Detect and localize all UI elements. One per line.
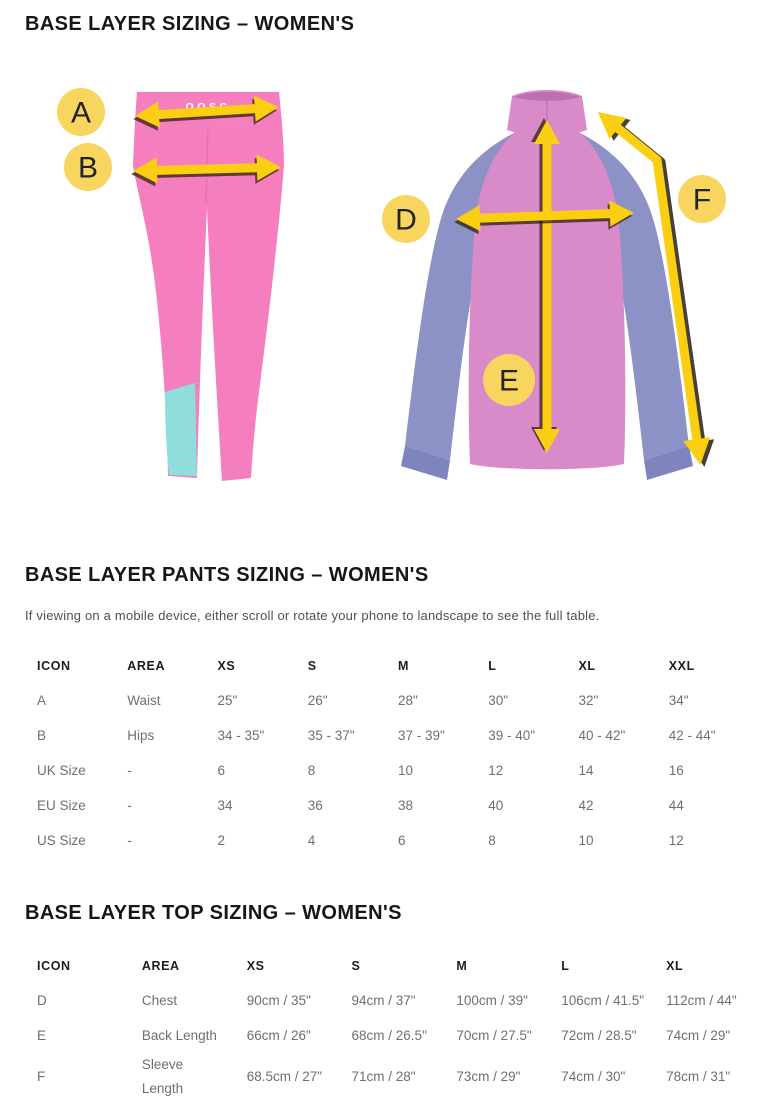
- top-sizing-table: [37, 948, 760, 1098]
- table-cell: 8: [488, 832, 496, 848]
- table-cell: 26": [307, 692, 328, 708]
- measure-marker-f: [678, 175, 726, 223]
- measure-marker-d: [382, 195, 430, 243]
- table-cell: Sleeve Length: [141, 1057, 184, 1096]
- table-cell: US Size: [37, 832, 86, 848]
- table-cell: 12: [668, 832, 684, 848]
- table-row: [37, 1053, 760, 1098]
- table-cell: 66cm / 26": [246, 1027, 311, 1043]
- pants-sizing-table: [37, 648, 759, 858]
- waistband-logo: OOSC: [185, 101, 231, 113]
- table-row: [37, 718, 759, 753]
- table-cell: A: [37, 692, 47, 708]
- table-cell: Hips: [127, 727, 155, 743]
- table-row: [37, 1018, 760, 1053]
- leggings-shape: [133, 92, 284, 481]
- table-cell: UK Size: [37, 762, 86, 778]
- table-cell: 68cm / 26.5": [351, 1027, 427, 1043]
- table-cell: 72cm / 28.5": [561, 1027, 637, 1043]
- column-header: XS: [246, 958, 265, 973]
- column-header: XS: [217, 658, 236, 673]
- column-header: L: [561, 958, 570, 973]
- marker-letter-a: A: [70, 96, 92, 130]
- pants-section-heading: BASE LAYER PANTS SIZING – WOMEN'S: [25, 564, 429, 586]
- table-row: [37, 983, 760, 1018]
- marker-letter-d: D: [395, 203, 417, 237]
- table-cell: 34: [217, 797, 233, 813]
- column-header: AREA: [141, 958, 180, 973]
- table-cell: 10: [578, 832, 594, 848]
- table-cell: 35 - 37": [307, 727, 355, 743]
- table-cell: F: [37, 1068, 46, 1084]
- table-cell: 8: [307, 762, 316, 778]
- column-header: ICON: [37, 958, 71, 973]
- column-header: XL: [666, 958, 684, 973]
- table-cell: 78cm / 31": [666, 1068, 731, 1084]
- table-cell: 34": [668, 692, 689, 708]
- table-cell: 39 - 40": [488, 727, 536, 743]
- table-cell: Waist: [127, 692, 161, 708]
- table-cell: 70cm / 27.5": [456, 1027, 532, 1043]
- table-cell: -: [127, 762, 132, 778]
- measure-marker-a: [57, 88, 105, 136]
- table-row: [37, 753, 759, 788]
- table-cell: E: [37, 1027, 47, 1043]
- table-cell: 71cm / 28": [351, 1068, 416, 1084]
- table-cell: 94cm / 37": [351, 992, 416, 1008]
- table-cell: 37 - 39": [398, 727, 445, 743]
- header-row: [37, 948, 760, 983]
- table-cell: -: [127, 832, 132, 848]
- table-cell: B: [37, 727, 47, 743]
- table-cell: 74cm / 30": [561, 1068, 626, 1084]
- table-cell: 42 - 44": [668, 727, 716, 743]
- mobile-note: If viewing on a mobile device, either scroll or rotate your phone to landscape to see the full table.: [25, 608, 600, 623]
- table-cell: 30": [488, 692, 509, 708]
- table-row: [37, 683, 759, 718]
- column-header: XL: [578, 658, 596, 673]
- table-cell: Back Length: [141, 1027, 217, 1043]
- table-cell: 34 - 35": [217, 727, 265, 743]
- table-cell: 68.5cm / 27": [246, 1068, 323, 1084]
- table-cell: 6: [398, 832, 406, 848]
- table-cell: 28": [398, 692, 418, 708]
- header-row: [37, 648, 759, 683]
- table-row: [37, 823, 759, 858]
- table-cell: -: [127, 797, 132, 813]
- table-cell: D: [37, 992, 47, 1008]
- sizing-diagram: [0, 70, 760, 500]
- table-cell: 74cm / 29": [666, 1027, 731, 1043]
- column-header: M: [398, 658, 410, 673]
- column-header: XXL: [668, 658, 695, 673]
- measure-marker-b: [64, 143, 112, 191]
- table-cell: 14: [578, 762, 594, 778]
- marker-letter-f: F: [692, 183, 712, 217]
- table-cell: 44: [668, 797, 684, 813]
- top-illustration: [382, 90, 726, 480]
- table-cell: 40 - 42": [578, 727, 626, 743]
- marker-letter-e: E: [498, 364, 520, 398]
- column-header: AREA: [127, 658, 166, 673]
- column-header: S: [307, 658, 317, 673]
- column-header: ICON: [37, 658, 71, 673]
- table-cell: 25": [217, 692, 238, 708]
- table-cell: 38: [398, 797, 414, 813]
- column-header: L: [488, 658, 497, 673]
- table-cell: 106cm / 41.5": [561, 992, 645, 1008]
- table-cell: 6: [217, 762, 226, 778]
- page-title: BASE LAYER SIZING – WOMEN'S: [25, 13, 355, 35]
- table-cell: 16: [668, 762, 684, 778]
- top-section-heading: BASE LAYER TOP SIZING – WOMEN'S: [25, 902, 402, 924]
- table-cell: 112cm / 44": [666, 992, 737, 1008]
- table-cell: 100cm / 39": [456, 992, 528, 1008]
- table-cell: 90cm / 35": [246, 992, 311, 1008]
- measure-marker-e: [483, 354, 535, 406]
- column-header: S: [351, 958, 361, 973]
- table-cell: 10: [398, 762, 414, 778]
- table-row: [37, 788, 759, 823]
- table-cell: 32": [578, 692, 599, 708]
- table-cell: 40: [488, 797, 504, 813]
- table-cell: 4: [307, 832, 316, 848]
- table-cell: 42: [578, 797, 594, 813]
- leggings-teal-panel: [165, 383, 197, 476]
- table-cell: 12: [488, 762, 504, 778]
- column-header: M: [456, 958, 468, 973]
- marker-letter-b: B: [77, 151, 99, 185]
- table-cell: Chest: [141, 992, 178, 1008]
- table-cell: EU Size: [37, 797, 86, 813]
- table-cell: 2: [217, 832, 226, 848]
- table-cell: 73cm / 29": [456, 1068, 521, 1084]
- pants-illustration: [57, 88, 284, 481]
- table-cell: 36: [307, 797, 323, 813]
